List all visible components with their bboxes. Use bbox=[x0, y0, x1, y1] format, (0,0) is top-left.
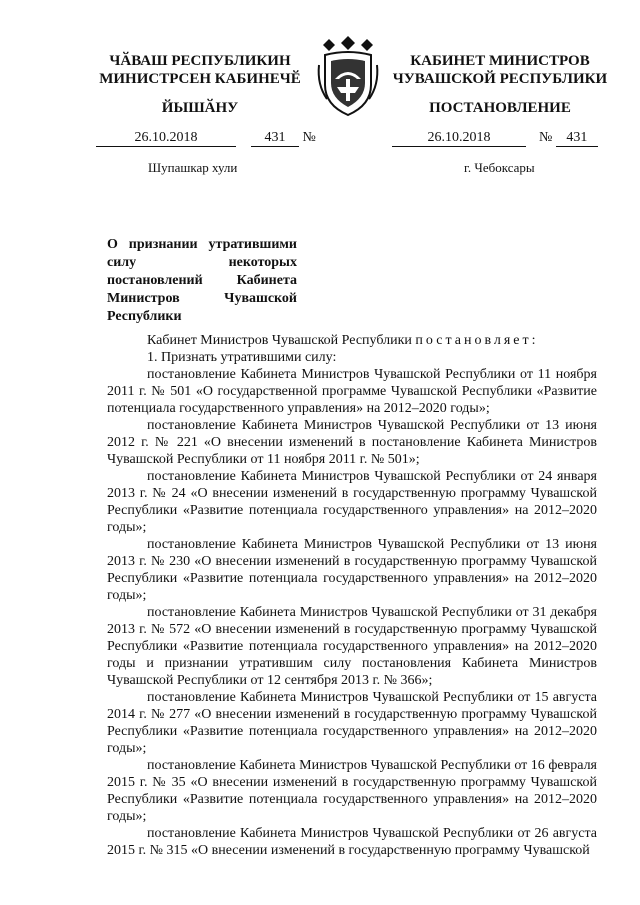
paragraph: постановление Кабинета Министров Чувашской Республики от 26 августа 2015 г. № 315 «О внесении изменений в государственную программу Чувашской bbox=[107, 826, 597, 858]
place-right: г. Чебоксары bbox=[464, 160, 535, 175]
paragraph: постановление Кабинета Министров Чувашской Республики от 15 августа 2014 г. № 277 «О внесении изменений в государственную программу Чувашской Республики «Развитие потенциала государственного управления» на 2012–2020 годы»; bbox=[107, 690, 597, 756]
date-number-left bbox=[96, 130, 316, 148]
paragraph: постановление Кабинета Министров Чувашской Республики от 13 июня 2013 г. № 230 «О внесении изменений в государственную программу Чувашской Республики «Развитие потенциала государственного управления» на 2012–2020 годы»; bbox=[107, 537, 597, 603]
header-left-line2: МИНИСТРСЕН КАБИНЕЧӖ bbox=[99, 71, 301, 87]
number-right: 431 bbox=[556, 130, 598, 147]
intro-prefix: Кабинет Министров Чувашской Республики bbox=[147, 333, 412, 348]
chuvash-emblem-icon bbox=[315, 35, 381, 117]
doc-type-right: ПОСТАНОВЛЕНИЕ bbox=[429, 100, 571, 116]
date-number-right bbox=[392, 130, 598, 148]
intro-verb: постановляет: bbox=[415, 333, 539, 348]
item-1: 1. Признать утратившими силу: bbox=[147, 350, 337, 365]
place-left: Шупашкар хули bbox=[148, 160, 238, 175]
header-right-title bbox=[385, 52, 615, 88]
paragraph: постановление Кабинета Министров Чувашской Республики от 31 декабря 2013 г. № 572 «О внесении изменений в государственную программу Чувашской Республики «Развитие потенциала государственного управления» на 2012–2020 годы и признании утратившим силу постановления Кабинета Министров Чувашской Республики от 12 сентября 2013 г. № 366»; bbox=[107, 605, 597, 688]
document-body bbox=[107, 332, 597, 859]
header-right-line2: ЧУВАШСКОЙ РЕСПУБЛИКИ bbox=[392, 71, 608, 87]
paragraph: постановление Кабинета Министров Чувашской Республики от 24 января 2013 г. № 24 «О внесении изменений в государственную программу Чувашской Республики «Развитие потенциала государственного управления» на 2012–2020 годы»; bbox=[107, 469, 597, 535]
intro-line bbox=[107, 332, 597, 349]
date-right: 26.10.2018 bbox=[392, 130, 526, 147]
num-sign-left: № bbox=[302, 130, 316, 145]
document-subject: О признании утратившими силу некоторых постановлений Кабинета Министров Чувашской Республики bbox=[107, 237, 297, 324]
header-right-line1: КАБИНЕТ МИНИСТРОВ bbox=[410, 53, 590, 69]
header-left-title bbox=[90, 52, 310, 88]
paragraph: постановление Кабинета Министров Чувашской Республики от 11 ноября 2011 г. № 501 «О государственной программе Чувашской Республики «Развитие потенциала государственного управления» на 2012–2020 годы»; bbox=[107, 367, 597, 416]
paragraph: постановление Кабинета Министров Чувашской Республики от 16 февраля 2015 г. № 35 «О внесении изменений в государственную программу Чувашской Республики «Развитие потенциала государственного управления» на 2012–2020 годы»; bbox=[107, 758, 597, 824]
header-left-line1: ЧӐВАШ РЕСПУБЛИКИН bbox=[109, 53, 291, 69]
doc-type-left: ЙЫШӐНУ bbox=[161, 100, 239, 116]
number-left: 431 bbox=[251, 130, 299, 147]
paragraph: постановление Кабинета Министров Чувашской Республики от 13 июня 2012 г. № 221 «О внесении изменений в постановление Кабинета Министров Чувашской Республики от 11 ноября 2011 г. № 501»; bbox=[107, 418, 597, 467]
num-sign-right: № bbox=[539, 130, 553, 145]
date-left: 26.10.2018 bbox=[96, 130, 236, 147]
